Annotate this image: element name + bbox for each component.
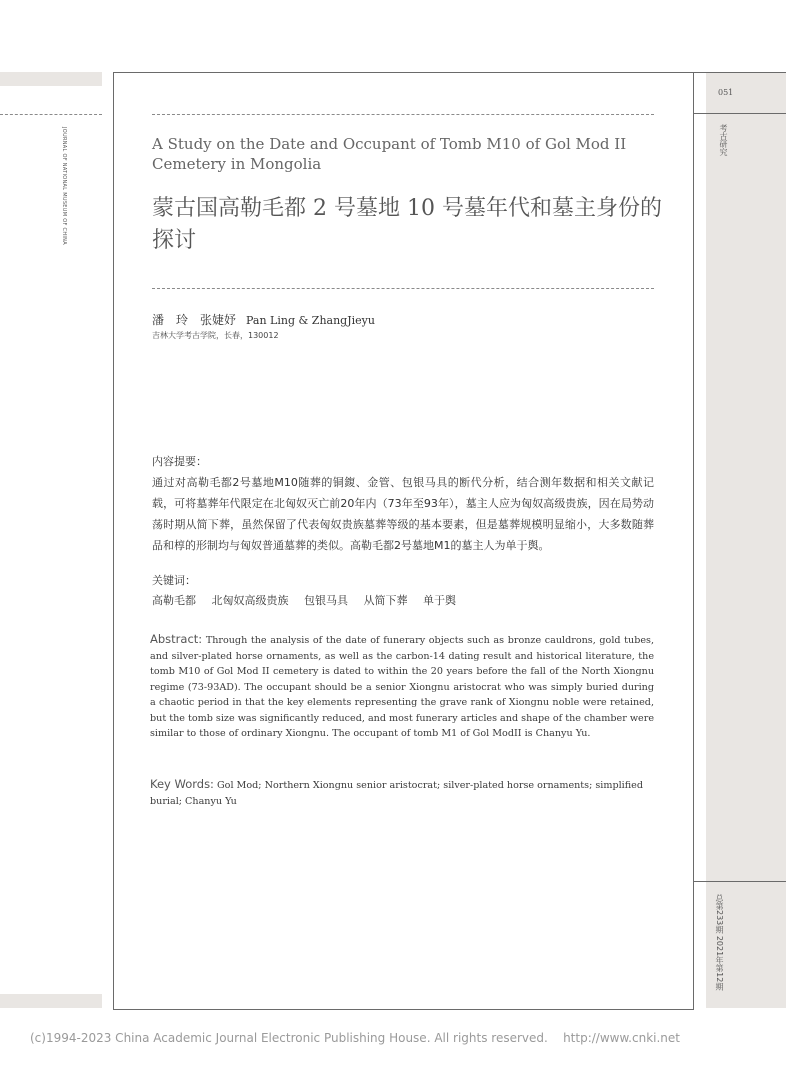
keywords-en: [150, 777, 654, 809]
page-number: 051: [718, 88, 734, 97]
footer-url[interactable]: http://www.cnki.net: [563, 1031, 680, 1045]
frame-bottom: [113, 1009, 693, 1010]
keyword-zh: 高勒毛都: [152, 594, 196, 607]
keywords-zh: [152, 592, 466, 608]
sidebar-divider-bottom: [693, 881, 786, 882]
keyword-zh: 北匈奴高级贵族: [211, 594, 289, 607]
footer-copyright: (c)1994-2023 China Academic Journal Electronic Publishing House. All rights reserved.: [30, 1031, 548, 1045]
keyword-zh: 包银马具: [304, 594, 348, 607]
section-label: 考古研究: [719, 124, 728, 156]
keywords-zh-label: 关键词：: [152, 574, 196, 587]
keyword-zh: 从简下葬: [363, 594, 408, 607]
left-dashed-line: [0, 114, 102, 115]
abstract-en-text: Through the analysis of the date of funerary objects such as bronze cauldrons, gold tubes, and silver-plated horse ornaments, as well as the carbon-14 dating result and historical literature, the tomb M10 of Gol Mod II cemetery is dated to within the 20 years before the fall of the North Xiongnu regime (73-93AD). The occupant should be a senior Xiongnu aristocrat who was simply buried during a chaotic period in that the key elements representing the grave rank of Xiongnu noble were retained, but the tomb size was significantly reduced, and most funerary articles and shape of the chamber were similar to those of ordinary Xiongnu. The occupant of tomb M1 of Gol ModII is Chanyu Yu.: [150, 635, 654, 739]
affiliation: 吉林大学考古学院，长春，130012: [152, 331, 279, 340]
keywords-en-text: Gol Mod; Northern Xiongnu senior aristocrat; silver-plated horse ornaments; simplified burial; Chanyu Yu: [150, 780, 643, 807]
frame-left: [113, 72, 114, 1010]
keywords-en-label: Key Words:: [150, 777, 214, 791]
journal-name-vertical: JOURNAL OF NATIONAL MUSEUM OF CHINA: [61, 127, 67, 245]
authors: [152, 311, 375, 328]
frame-right: [693, 72, 694, 1010]
article-title-zh: 蒙古国高勒毛都 2 号墓地 10 号墓年代和墓主身份的探讨: [152, 196, 662, 253]
issue-label: 总第233期 2021年第12期: [715, 894, 724, 991]
left-bottom-band: [0, 994, 102, 1008]
article-title-en: A Study on the Date and Occupant of Tomb M10 of Gol Mod II Cemetery in Mongolia: [152, 135, 627, 173]
abstract-zh: 通过对高勒毛都2号墓地M10随葬的铜鍑、金管、包银马具的断代分析，结合测年数据和相关文献记载，可将墓葬年代限定在北匈奴灭亡前20年内（73年至93年），墓主人应为匈奴高级贵族，因在局势动荡时期从简下葬，虽然保留了代表匈奴贵族墓葬等级的基本要素，但是墓葬规模明显缩小，大多数随葬品和椁的形制均与匈奴普通墓葬的类似。高勒毛都2号墓地M1的墓主人为单于舆。: [152, 476, 654, 552]
authors-zh: 潘 玲 张婕妤: [152, 313, 237, 327]
abstract-en-label: Abstract:: [150, 632, 203, 646]
keyword-zh: 单于舆: [423, 594, 456, 607]
footer: [30, 1031, 680, 1045]
sidebar-divider-top: [693, 113, 786, 114]
abstract-en: [150, 632, 654, 742]
title-bottom-rule: [152, 288, 654, 289]
left-top-band: [0, 72, 102, 86]
title-top-rule: [152, 114, 654, 115]
frame-top: [113, 72, 786, 73]
abstract-zh-label: 内容提要：: [152, 455, 207, 468]
authors-en: Pan Ling & ZhangJieyu: [246, 314, 375, 327]
right-sidebar-band: [706, 72, 786, 1008]
